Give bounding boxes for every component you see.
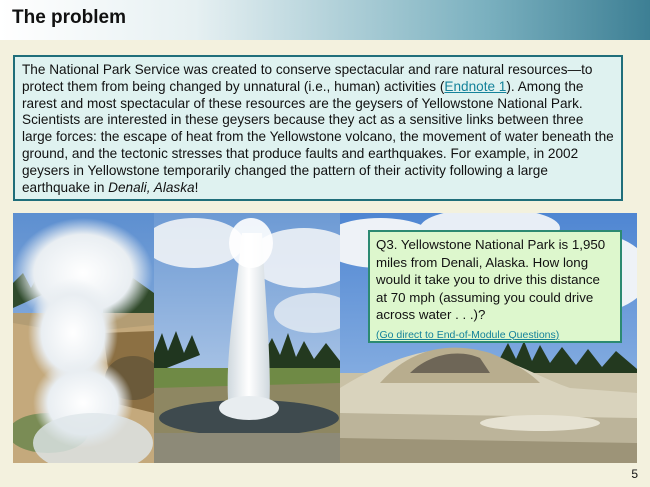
place-comma: , [146,179,154,195]
endnote-1-link[interactable]: Endnote 1 [444,78,507,94]
slide-title: The problem [12,7,127,28]
place-denali: Denali [108,179,147,195]
question-text: Q3. Yellowstone National Park is 1,950 miles from Denali, Alaska. How long would it take you to drive this distance at 70 mph (assuming you could drive across water . . .)? [376,237,606,322]
place-alaska: Alaska [153,179,195,195]
geyser-photo-steam-vent [13,213,154,463]
geyser-photo-eruption [154,213,340,463]
question-box [368,230,622,343]
intro-text-box [13,55,623,201]
intro-text-part-2: ). Among the rarest and most spectacular of these resources are the geysers of Yellowstone National Park. Scientists are interested in these geysers because they act as a sensitive links between three large forces: the escape of heat from the Yellowstone volcano, the movement of water beneath the ground, and the tectonic stresses that produce faults and earthquakes. For example, in 2002 geysers in Yellowstone temporarily changed the pattern of their activity following a large earthquake in [22,78,614,195]
intro-text-end: ! [194,179,199,195]
intro-text-part-1: The National Park Service was created to conserve spectacular and rare natural resources—to protect them from being changed by unnatural (i.e., human) activities ( [22,62,593,94]
title-bar [0,0,650,40]
page-number: 5 [631,467,638,481]
end-of-module-questions-link[interactable]: (Go direct to End-of-Module Questions) [376,328,560,341]
